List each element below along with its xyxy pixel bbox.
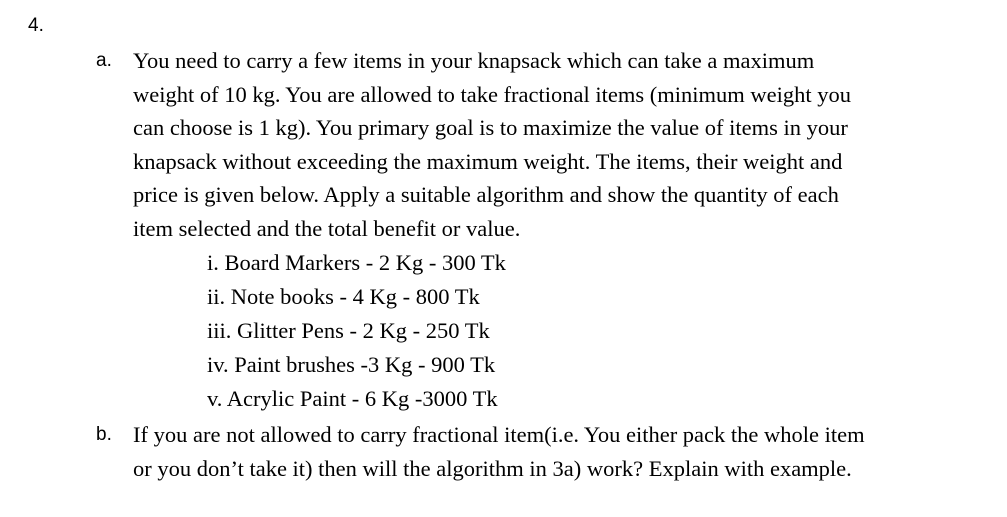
part-a-text — [133, 44, 963, 245]
list-item: iii. Glitter Pens - 2 Kg - 250 Tk — [207, 318, 490, 343]
part-a-line: weight of 10 kg. You are allowed to take fractional items (minimum weight you — [133, 81, 851, 107]
list-item: iv. Paint brushes -3 Kg - 900 Tk — [207, 352, 496, 377]
part-a-marker: a. — [96, 50, 112, 71]
list-item: i. Board Markers - 2 Kg - 300 Tk — [207, 250, 506, 275]
list-item: ii. Note books - 4 Kg - 800 Tk — [207, 284, 480, 309]
list-item: v. Acrylic Paint - 6 Kg -3000 Tk — [207, 386, 498, 411]
part-a-line: price is given below. Apply a suitable algorithm and show the quantity of each — [133, 182, 839, 207]
part-a-line: item selected and the total benefit or value. — [133, 215, 521, 241]
part-a-line: knapsack without exceeding the maximum weight. The items, their weight and — [133, 148, 843, 174]
part-b-line: or you don’t take it) then will the algorithm in 3a) work? Explain with example. — [133, 455, 852, 481]
part-b-marker: b. — [96, 424, 112, 445]
item-list — [207, 246, 506, 416]
part-a-line: You need to carry a few items in your knapsack which can take a maximum — [133, 48, 815, 73]
question-number: 4. — [28, 15, 44, 36]
part-a-line: can choose is 1 kg). You primary goal is to maximize the value of items in your — [133, 115, 848, 140]
part-b-text — [133, 418, 963, 485]
part-b-line: If you are not allowed to carry fractional item(i.e. You either pack the whole item — [133, 422, 865, 447]
